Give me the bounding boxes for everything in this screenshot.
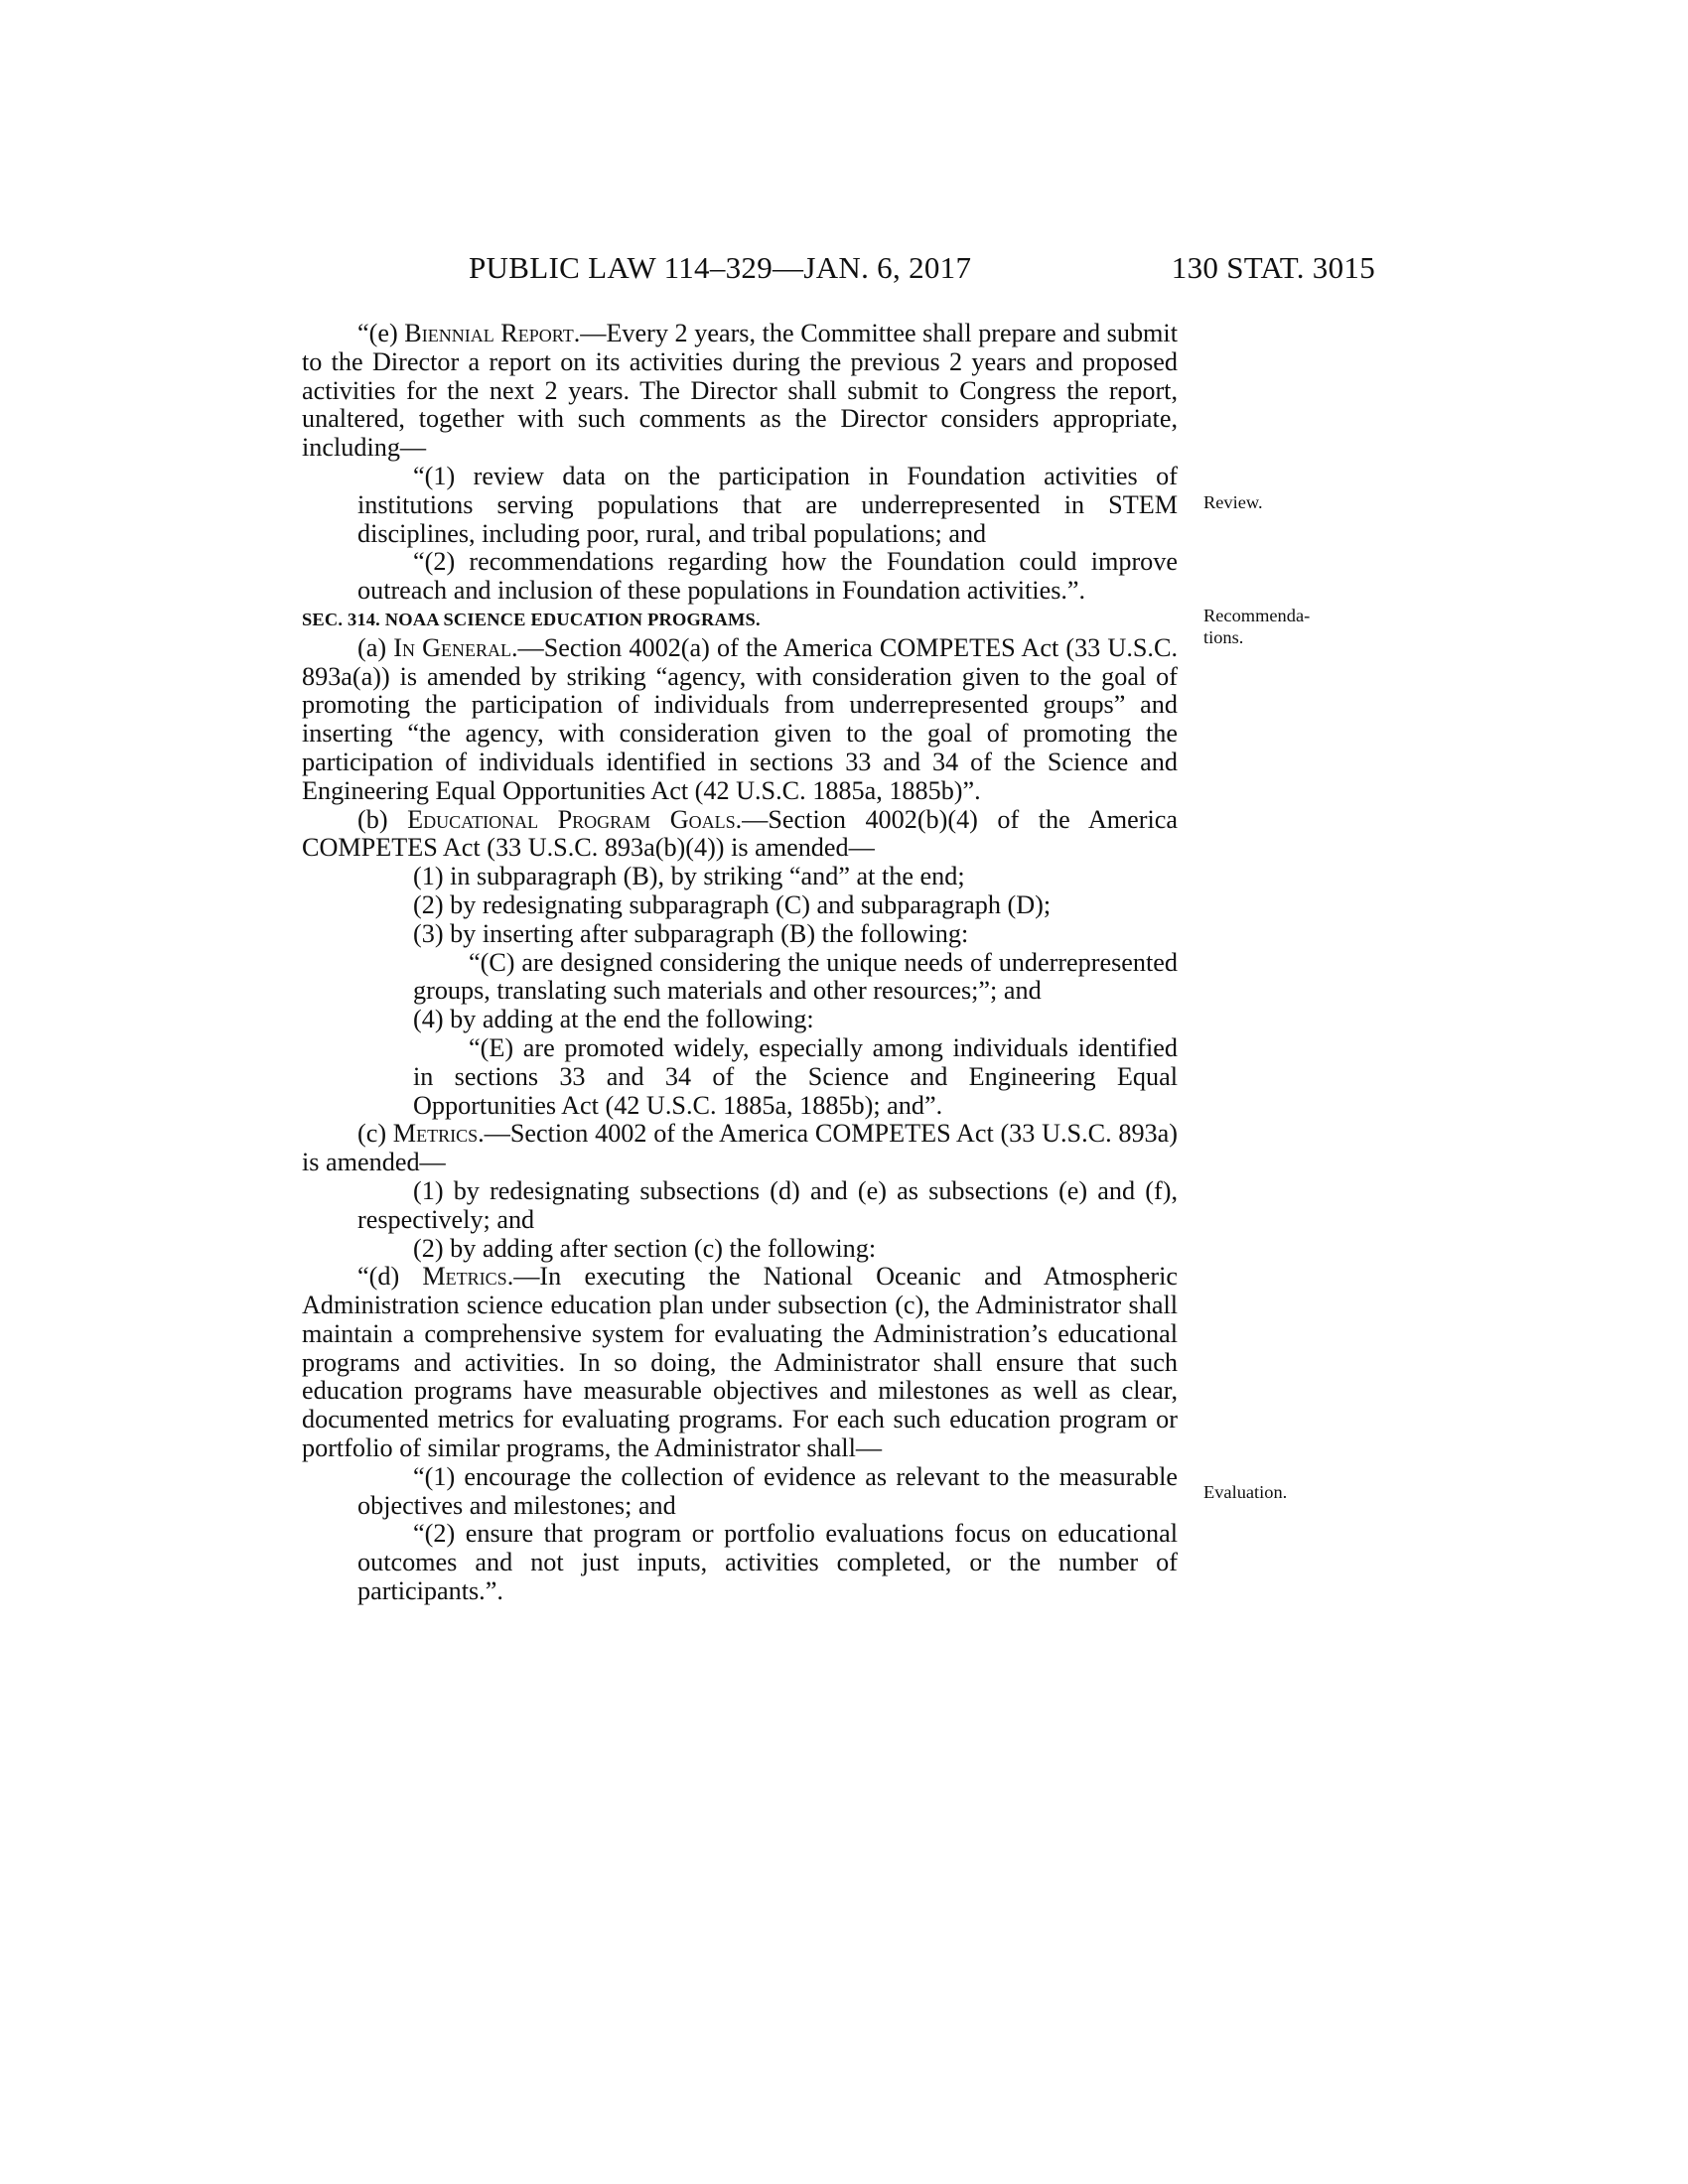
subsection-c: (c) Metrics.—Section 4002 of the America COMPETES Act (33 U.S.C. 893a) is amended— — [302, 1119, 1178, 1177]
document-body — [302, 320, 1178, 1606]
biennial-report-heading: Biennial Report — [404, 319, 574, 347]
margin-note-review: Review. — [1203, 492, 1263, 512]
stat-page-number: 130 STAT. 3015 — [1171, 250, 1375, 285]
subsection-a: (a) In General.—Section 4002(a) of the America COMPETES Act (33 U.S.C. 893a(a)) is amended by striking “agency, with consideration given to the goal of promoting the participation of individuals from underrepresented groups” and inserting “the agency, with consideration given to the goal of promoting the participation of individuals identified in sections 33 and 34 of the Science and Engineering Equal Opportunities Act (42 U.S.C. 1885a, 1885b)”. — [302, 632, 1178, 805]
subsection-a-heading: In General — [393, 632, 511, 662]
margin-note-evaluation: Evaluation. — [1203, 1482, 1288, 1502]
subsection-d-item-2: “(2) ensure that program or portfolio evaluations focus on educational outcomes and not just inputs, activities completed, or the number of participants.”. — [357, 1519, 1178, 1606]
biennial-report-paragraph: “(e) Biennial Report.—Every 2 years, the Committee shall prepare and submit to the Director a report on its activities during the previous 2 years and proposed activities for the next 2 years. The Director shall submit to Congress the report, unaltered, together with such comments as the Director considers appropriate, including— — [302, 319, 1178, 463]
public-law-title: PUBLIC LAW 114–329—JAN. 6, 2017 — [469, 250, 972, 285]
subsection-b-item-2: (2) by redesignating subparagraph (C) and subparagraph (D); — [413, 889, 1052, 919]
subsection-c-item-2: (2) by adding after section (c) the following: — [413, 1233, 877, 1263]
section-heading: SEC. 314. NOAA SCIENCE EDUCATION PROGRAMS. — [302, 609, 761, 629]
biennial-item-1: “(1) review data on the participation in Foundation activities of institutions serving populations that are underrepresented in STEM disciplines, including poor, rural, and tribal populations; and — [357, 461, 1178, 548]
subsection-c-item-1: (1) by redesignating subsections (d) and (e) as subsections (e) and (f), respectively; and — [357, 1175, 1178, 1234]
added-subparagraph-e: “(E) are promoted widely, especially among individuals identified in sections 33 and 34 of the Science and Engineering Equal Opportunities Act (42 U.S.C. 1885a, 1885b); and”. — [413, 1032, 1178, 1120]
subsection-b-heading: Educational Program Goals — [407, 804, 736, 834]
subsection-d-heading: Metrics — [422, 1262, 507, 1292]
subsection-d-item-1: “(1) encourage the collection of evidence as relevant to the measurable objectives and milestones; and — [357, 1461, 1178, 1520]
subsection-c-heading: Metrics — [392, 1119, 479, 1149]
subsection-b-item-1: (1) in subparagraph (B), by striking “and” at the end; — [413, 862, 965, 891]
biennial-item-2: “(2) recommendations regarding how the Foundation could improve outreach and inclusion of these populations in Foundation activities.”. — [357, 547, 1178, 606]
subsection-b: (b) Educational Program Goals.—Section 4002(b)(4) of the America COMPETES Act (33 U.S.C. 893a(b)(4)) is amended— — [302, 804, 1178, 863]
subsection-b-item-3: (3) by inserting after subparagraph (B) the following: — [413, 918, 969, 948]
subsection-b-item-4: (4) by adding at the end the following: — [413, 1005, 814, 1034]
inserted-subparagraph-c: “(C) are designed considering the unique needs of underrepresented groups, translating such materials and other resources;”; and — [413, 947, 1178, 1006]
margin-note-recommendations: Recommenda- tions. — [1203, 606, 1311, 647]
page-header — [298, 250, 1375, 300]
subsection-d: “(d) Metrics.—In executing the National Oceanic and Atmospheric Administration science education plan under subsection (c), the Administrator shall maintain a comprehensive system for evaluating the Administration’s educational programs and activities. In so doing, the Administrator shall ensure that such education programs have measurable objectives and milestones as well as clear, documented metrics for evaluating programs. For each such education program or portfolio of similar programs, the Administrator shall— — [302, 1262, 1178, 1463]
